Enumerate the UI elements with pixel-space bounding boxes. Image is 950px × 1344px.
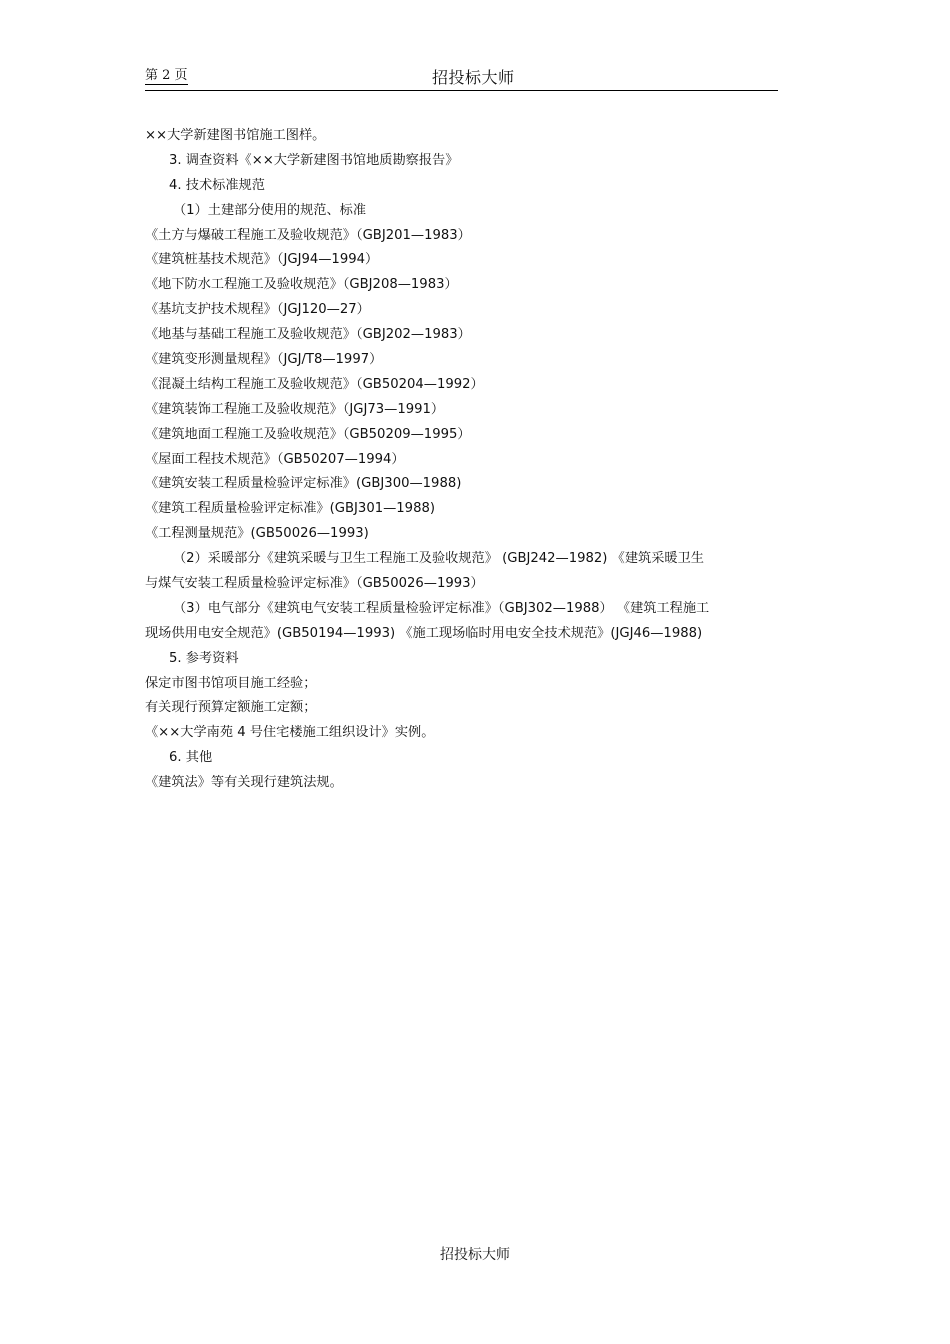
standard-item: 《建筑安装工程质量检验评定标准》(GBJ300—1988) xyxy=(145,476,462,492)
section-heading: 6. 其他 xyxy=(169,750,213,766)
page-header xyxy=(145,66,778,91)
standard-item: 《地基与基础工程施工及验收规范》（GBJ202—1983） xyxy=(145,327,471,343)
text-line: 保定市图书馆项目施工经验； xyxy=(145,675,317,691)
header-title: 招投标大师 xyxy=(432,68,515,87)
text-line: 现场供用电安全规范》(GB50194—1993) 《施工现场临时用电安全技术规范》(JGJ46—1988) xyxy=(145,625,703,641)
standard-item: 《建筑地面工程施工及验收规范》（GB50209—1995） xyxy=(145,426,471,442)
standard-item: 《基坑支护技术规程》（JGJ120—27） xyxy=(145,302,370,318)
page-number: 第 2 页 xyxy=(145,68,188,83)
standard-item: 《屋面工程技术规范》（GB50207—1994） xyxy=(145,451,405,467)
section-heading: 3. 调查资料《××大学新建图书馆地质勘察报告》 xyxy=(169,152,459,168)
text-line: 《××大学南苑 4 号住宅楼施工组织设计》实例。 xyxy=(145,725,435,741)
document-body xyxy=(145,124,805,796)
text-line: ××大学新建图书馆施工图样。 xyxy=(145,128,326,143)
text-line: 与煤气安装工程质量检验评定标准》（GB50026—1993） xyxy=(145,576,484,592)
text-line: 有关现行预算定额施工定额； xyxy=(145,700,317,716)
page-footer: 招投标大师 xyxy=(440,1247,510,1263)
standard-item: 《混凝土结构工程施工及验收规范》（GB50204—1992） xyxy=(145,376,484,392)
standard-item: 《建筑桩基技术规范》（JGJ94—1994） xyxy=(145,252,379,268)
standard-item: 《建筑变形测量规程》（JGJ/T8—1997） xyxy=(145,352,383,368)
standard-item: 《工程测量规范》(GB50026—1993) xyxy=(145,526,369,542)
subsection-heading: （1）土建部分使用的规范、标准 xyxy=(173,202,367,218)
standard-item: 《建筑工程质量检验评定标准》(GBJ301—1988) xyxy=(145,501,435,517)
section-heading: 4. 技术标准规范 xyxy=(169,177,265,193)
standard-item: 《建筑装饰工程施工及验收规范》（JGJ73—1991） xyxy=(145,401,445,417)
subsection-heading: （2）采暖部分《建筑采暖与卫生工程施工及验收规范》 (GBJ242—1982) 《建筑采暖卫生 xyxy=(173,551,704,567)
text-line: 《建筑法》等有关现行建筑法规。 xyxy=(145,775,343,791)
standard-item: 《土方与爆破工程施工及验收规范》（GBJ201—1983） xyxy=(145,227,471,243)
subsection-heading: （3）电气部分《建筑电气安装工程质量检验评定标准》（GBJ302—1988） 《建筑工程施工 xyxy=(173,600,710,616)
section-heading: 5. 参考资料 xyxy=(169,650,239,666)
standard-item: 《地下防水工程施工及验收规范》（GBJ208—1983） xyxy=(145,277,458,293)
